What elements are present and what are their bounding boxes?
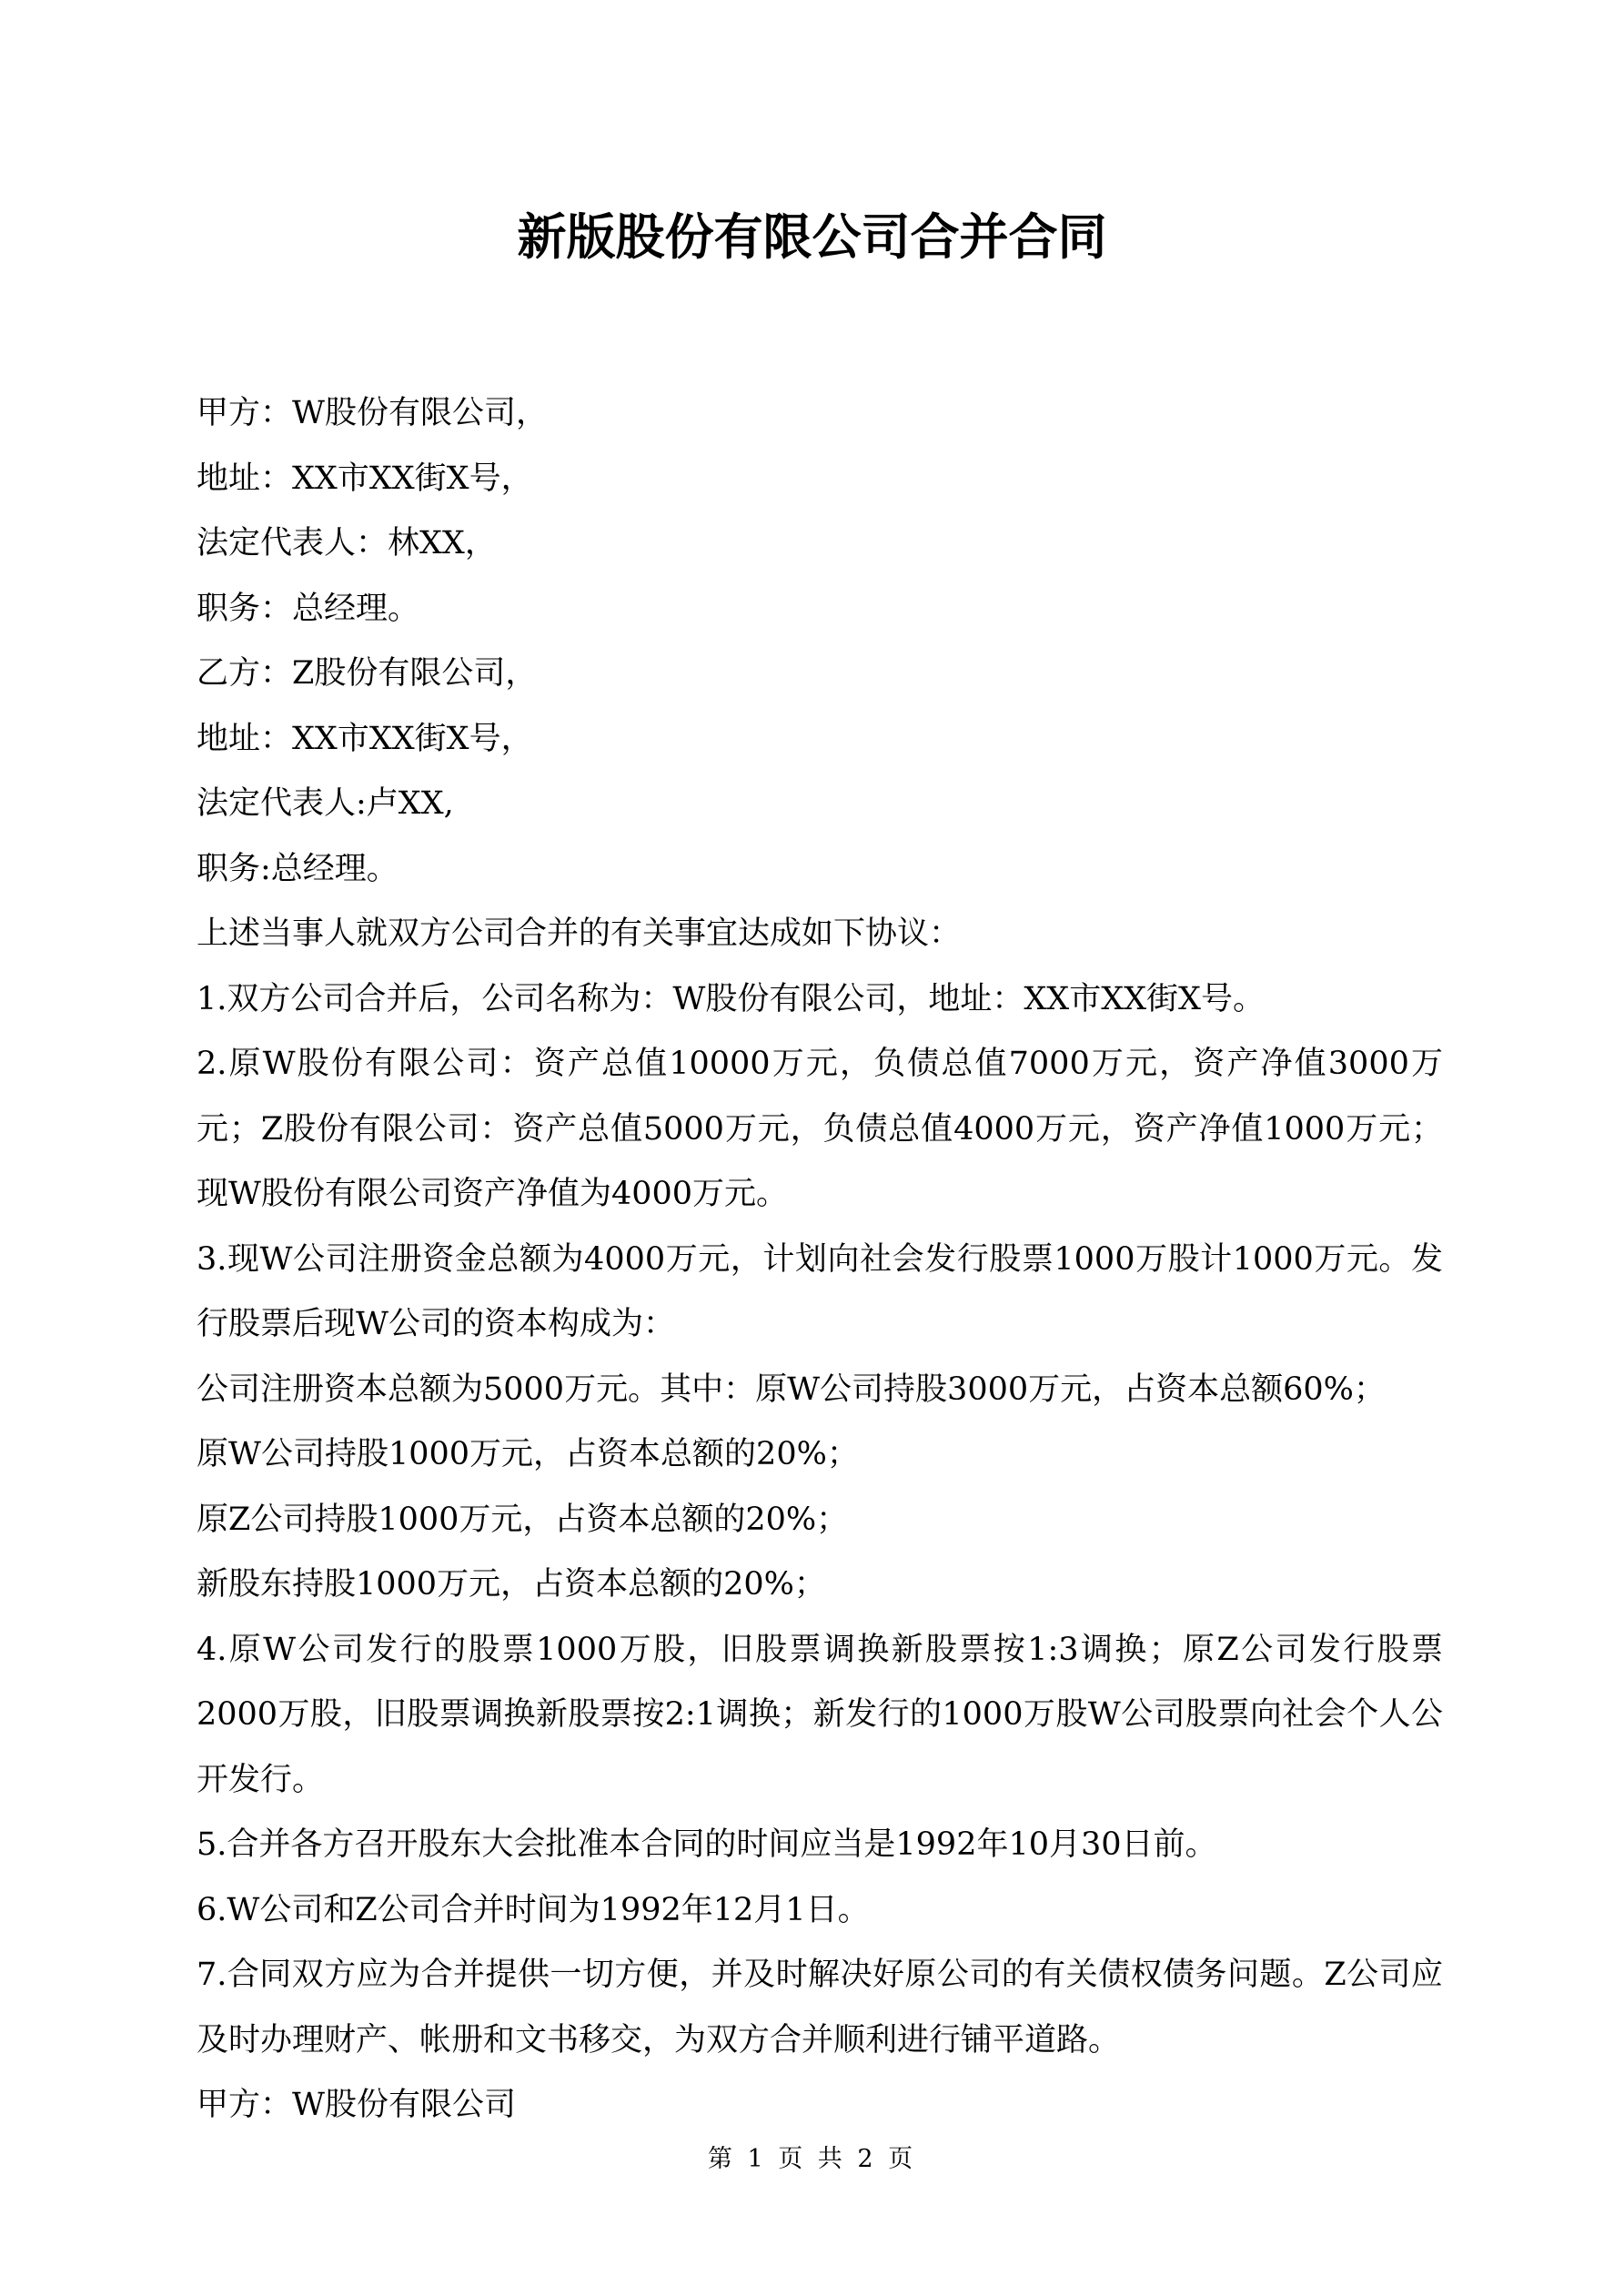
party-b-address: 地址：XX市XX街X号， — [197, 720, 533, 757]
capital-z-share: 原Z公司持股1000万元，占资本总额的20%； — [197, 1501, 849, 1538]
capital-total: 公司注册资本总额为5000万元。其中：原W公司持股3000万元，占资本总额60%； — [197, 1371, 1386, 1408]
document-title: 新版股份有限公司合并合同 — [517, 207, 1107, 266]
clause-6: 6.W公司和Z公司合并时间为1992年12月1日。 — [197, 1891, 870, 1928]
party-a-address: 地址：XX市XX街X号， — [197, 460, 533, 497]
document-body — [197, 381, 1443, 2139]
clause-2: 2.原W股份有限公司：资产总值10000万元，负债总值7000万元，资产净值3000万元；Z股份有限公司：资产总值5000万元，负债总值4000万元，资产净值1000万元；现W股份有限公司资产净值为4000万元。 — [197, 1046, 1443, 1212]
party-a-representative: 法定代表人：林XX， — [197, 525, 497, 561]
capital-w-share: 原W公司持股1000万元，占资本总额的20%； — [197, 1436, 859, 1472]
page-footer: 第 1 页 共 2 页 — [707, 2145, 917, 2173]
clause-1: 1.双方公司合并后，公司名称为：W股份有限公司，地址：XX市XX街X号。 — [197, 980, 1265, 1017]
party-a-name: 甲方：W股份有限公司， — [197, 395, 548, 431]
party-b-representative: 法定代表人:卢XX, — [197, 785, 454, 822]
clause-5: 5.合并各方召开股东大会批准本合同的时间应当是1992年10月30日前。 — [197, 1826, 1217, 1863]
clause-7: 7.合同双方应为合并提供一切方便，并及时解决好原公司的有关债权债务问题。Z公司应及时办理财产、帐册和文书移交，为双方合并顺利进行铺平道路。 — [197, 1957, 1443, 2058]
clause-3: 3.现W公司注册资金总额为4000万元，计划向社会发行股票1000万股计1000万元。发行股票后现W公司的资本构成为： — [197, 1240, 1443, 1342]
party-b-name: 乙方：Z股份有限公司， — [197, 655, 538, 692]
party-a-position: 职务：总经理。 — [197, 590, 420, 627]
clause-4: 4.原W公司发行的股票1000万股，旧股票调换新股票按1:3调换；原Z公司发行股票2000万股，旧股票调换新股票按2:1调换；新发行的1000万股W公司股票向社会个人公开发行。 — [197, 1631, 1443, 1798]
party-b-position: 职务:总经理。 — [197, 850, 398, 887]
agreement-intro: 上述当事人就双方公司合并的有关事宜达成如下协议： — [197, 915, 962, 952]
capital-new-share: 新股东持股1000万元，占资本总额的20%； — [197, 1566, 826, 1603]
signature-party-a: 甲方：W股份有限公司 — [197, 2087, 516, 2123]
